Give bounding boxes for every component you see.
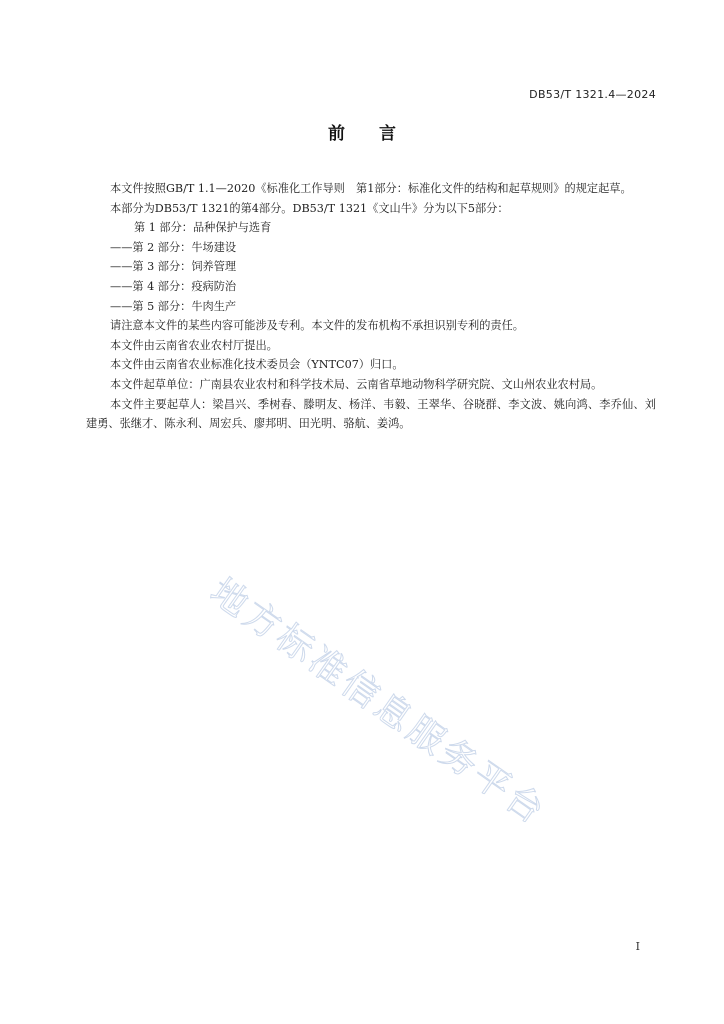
list-item-part-3: ——第 3 部分：饲养管理 bbox=[110, 260, 237, 274]
list-item-part-5: ——第 5 部分：牛肉生产 bbox=[110, 299, 237, 313]
paragraph-technical-committee: 本文件由云南省农业标准化技术委员会（YNTC07）归口。 bbox=[110, 358, 404, 372]
paragraph-parts-intro: 本部分为DB53/T 1321的第4部分。DB53/T 1321《文山牛》分为以下5部分： bbox=[110, 201, 509, 215]
watermark: 地方标准信息服务平台 bbox=[202, 570, 554, 834]
list-item-part-1: 第 1 部分：品种保护与选育 bbox=[134, 221, 272, 235]
paragraph-patent-notice: 请注意本文件的某些内容可能涉及专利。本文件的发布机构不承担识别专利的责任。 bbox=[110, 319, 524, 333]
paragraph-proposer: 本文件由云南省农业农村厅提出。 bbox=[110, 338, 278, 352]
page-title: 前言 bbox=[328, 124, 430, 144]
paragraph-drafters: 本文件主要起草人：梁昌兴、季树春、滕明友、杨洋、韦毅、王翠华、谷晓群、李文波、姚向鸿、李乔仙、刘建勇、张继才、陈永利、周宏兵、廖邦明、田光明、骆航、姜鸿。 bbox=[86, 397, 656, 431]
list-item-part-2: ——第 2 部分：牛场建设 bbox=[110, 240, 237, 254]
list-item-part-4: ——第 4 部分：疫病防治 bbox=[110, 279, 237, 293]
paragraph-drafting-units: 本文件起草单位：广南县农业农村和科学技术局、云南省草地动物科学研究院、文山州农业农村局。 bbox=[110, 377, 603, 391]
document-body bbox=[86, 179, 656, 434]
document-code: DB53/T 1321.4—2024 bbox=[529, 88, 656, 101]
page-number: I bbox=[635, 940, 640, 953]
paragraph-drafting-basis: 本文件按照GB/T 1.1—2020《标准化工作导则 第1部分：标准化文件的结构和起草规则》的规定起草。 bbox=[110, 182, 632, 195]
